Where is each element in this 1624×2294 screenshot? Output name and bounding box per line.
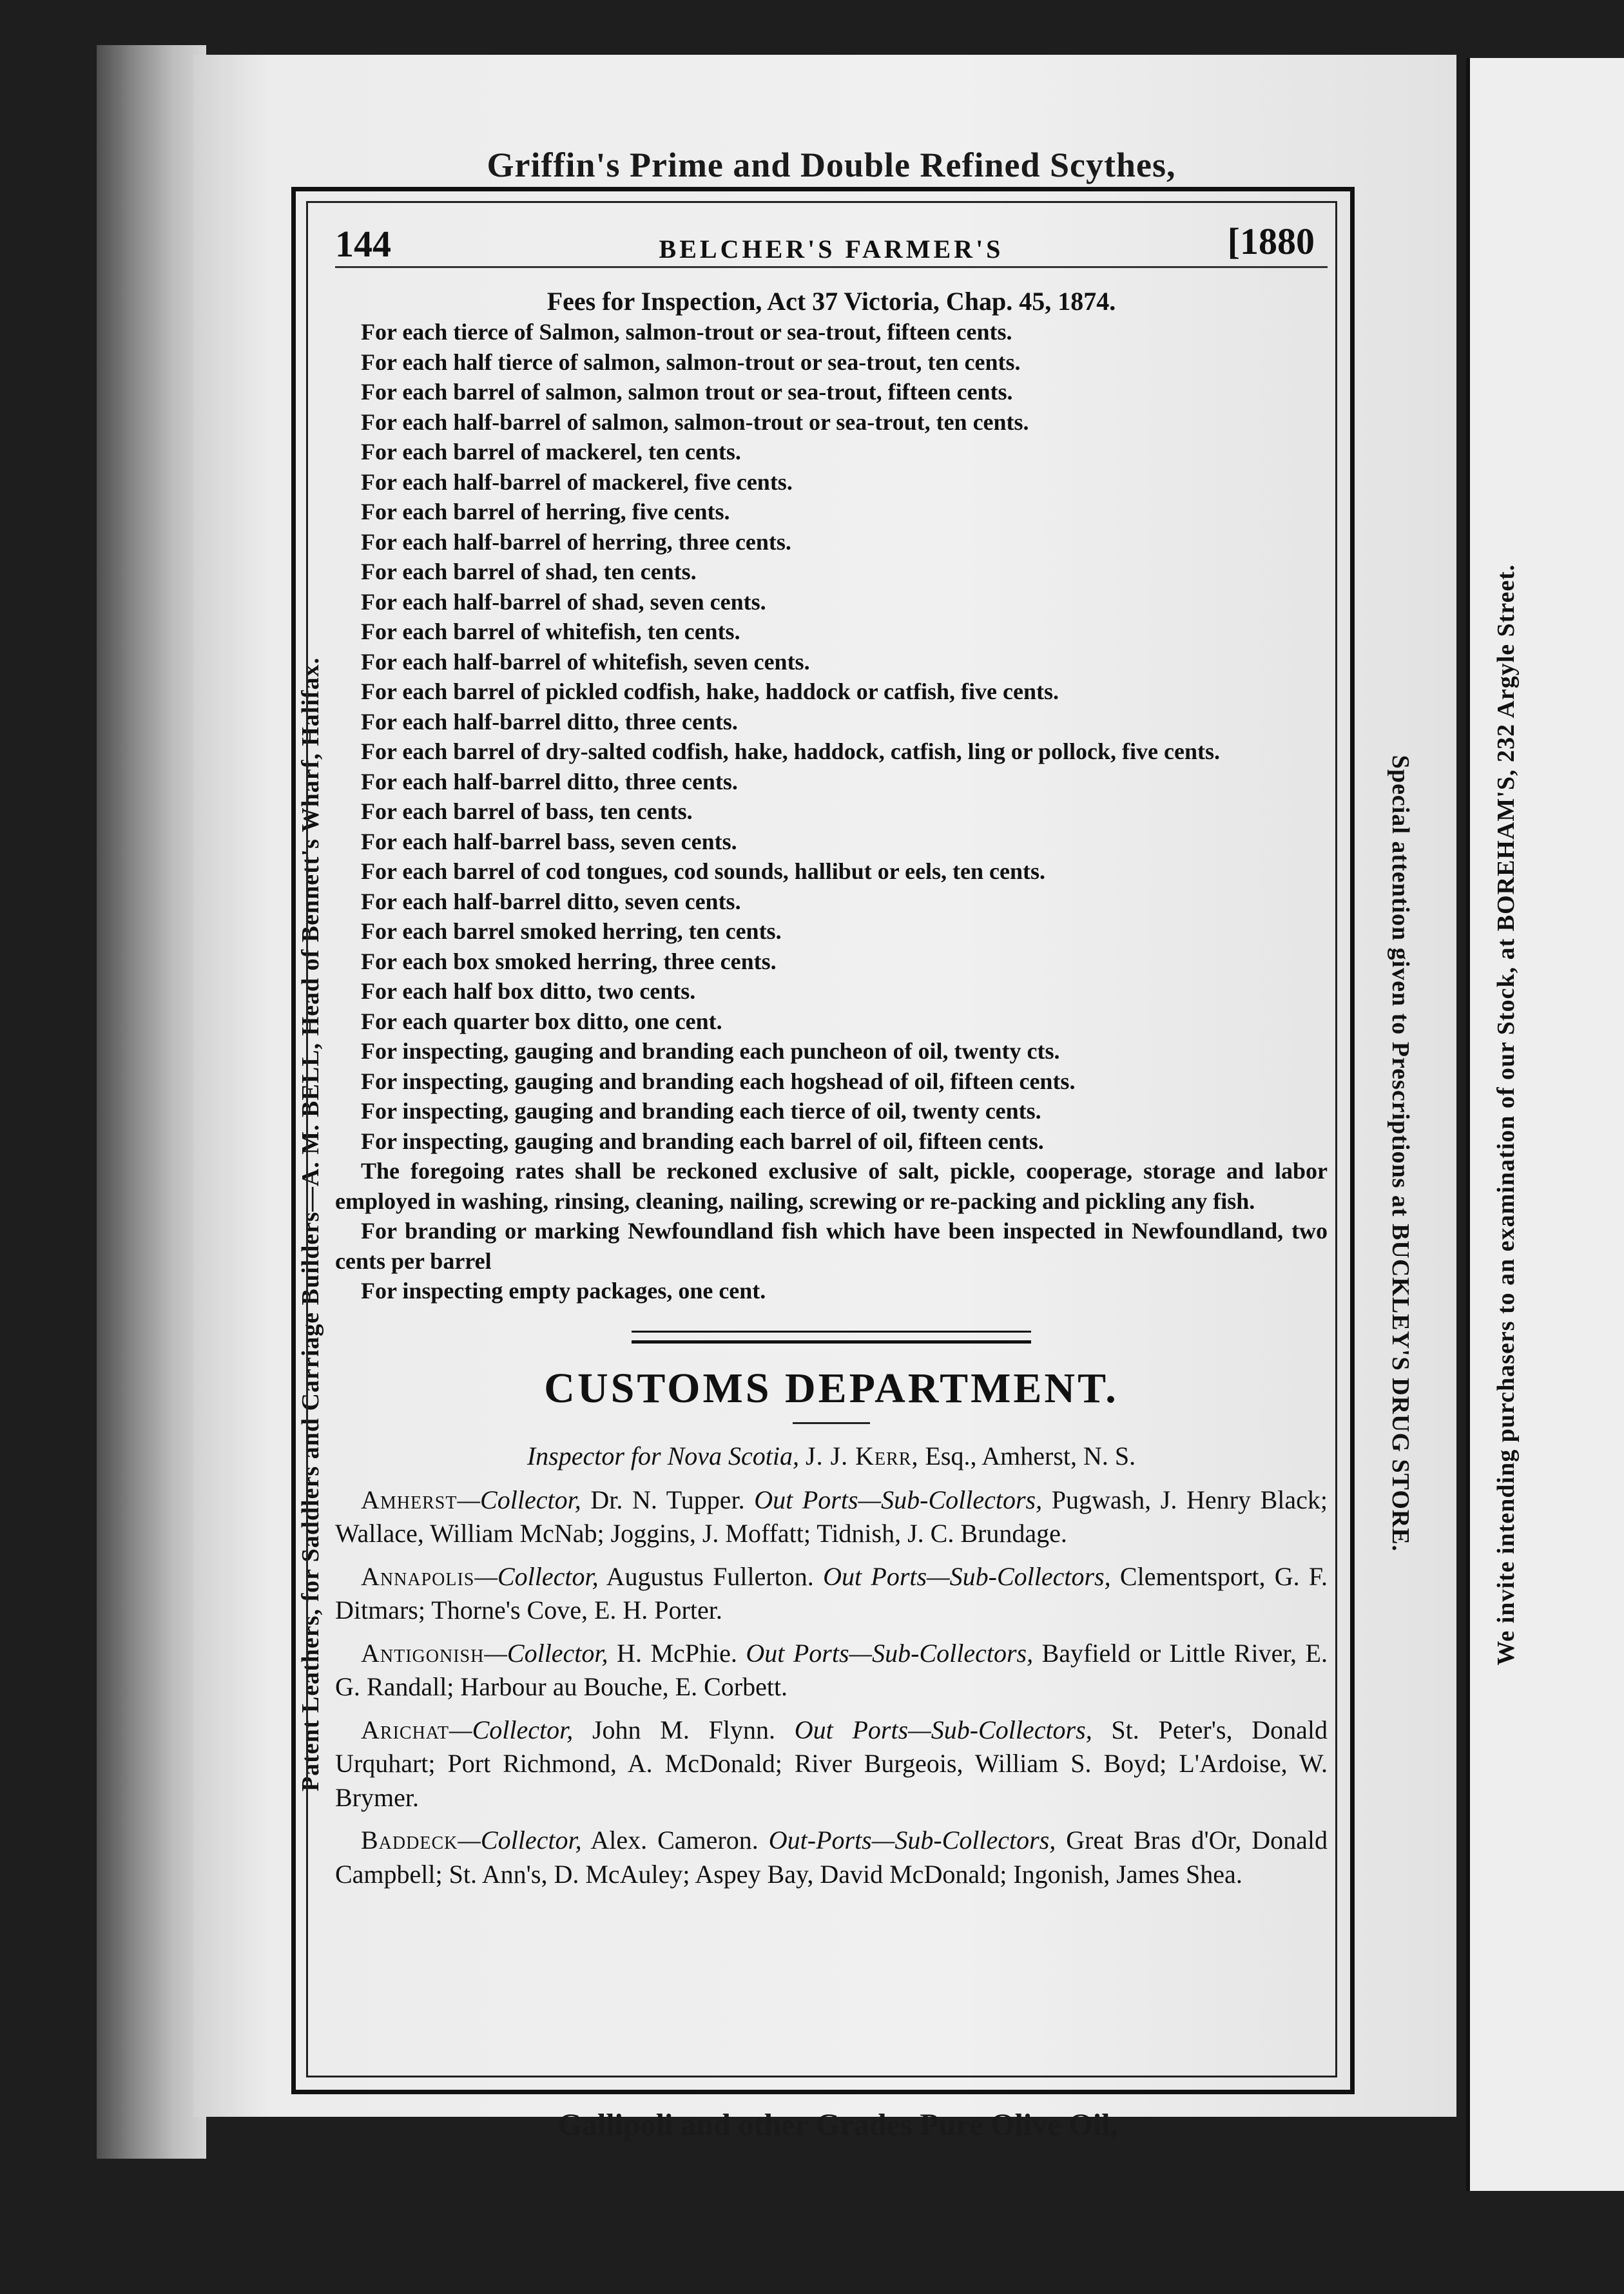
page-number: 144 (335, 223, 391, 265)
fee-line: For each barrel of salmon, salmon trout or sea-trout, fifteen cents. (361, 379, 1013, 405)
collector-name: H. McPhie. (608, 1638, 746, 1668)
fee-line: For each half-barrel of whitefish, seven cents. (361, 648, 810, 675)
fee-line: For inspecting, gauging and branding each hogshead of oil, fifteen cents. (361, 1068, 1076, 1094)
collector-name: John M. Flynn. (573, 1715, 795, 1744)
collector-name: Augustus Fullerton. (598, 1561, 824, 1591)
fee-line: For inspecting, gauging and branding each barrel of oil, fifteen cents. (361, 1128, 1044, 1154)
fee-line: For inspecting empty packages, one cent. (361, 1278, 766, 1304)
port-name: Baddeck (361, 1826, 458, 1855)
page-year: [1880 (1227, 220, 1315, 262)
fee-line: For each barrel of herring, five cents. (361, 499, 730, 525)
sub-collectors: Bayfield or Little River, E. G. Randall; Harbour au Bouche, E. Corbett. (335, 1638, 1328, 1701)
section-divider-rule (632, 1331, 1031, 1344)
inspector-line (335, 1438, 1328, 1474)
fee-line: For each half-barrel ditto, three cents. (361, 768, 738, 795)
port-name: Antigonish (361, 1638, 485, 1668)
collector-label: —Collector, (458, 1826, 582, 1855)
sub-collectors: Clementsport, G. F. Ditmars; Thorne's Cove, E. H. Porter. (335, 1561, 1328, 1624)
fee-line: For each box smoked herring, three cents. (361, 948, 777, 974)
fee-line: For inspecting, gauging and branding each puncheon of oil, twenty cts. (361, 1038, 1060, 1064)
customs-section-title: CUSTOMS DEPARTMENT. (544, 1364, 1119, 1412)
collector-name: Alex. Cameron. (581, 1826, 769, 1855)
fee-line: For each half-barrel of herring, three cents. (361, 528, 791, 555)
fee-line: For each half-barrel of salmon, salmon-trout or sea-trout, ten cents. (361, 409, 1029, 435)
out-ports-label: Out Ports—Sub-Collectors, (794, 1715, 1092, 1744)
port-entry-antigonish (335, 1637, 1328, 1704)
fee-line: For each half tierce of salmon, salmon-trout or sea-trout, ten cents. (361, 349, 1021, 375)
collector-name: Dr. N. Tupper. (581, 1485, 755, 1514)
fee-line: For each quarter box ditto, one cent. (361, 1008, 722, 1034)
fee-line: For each half-barrel of mackerel, five cents. (361, 468, 793, 495)
fee-line: For each barrel of shad, ten cents. (361, 559, 697, 584)
top-advert-banner: Griffin's Prime and Double Refined Scythes, (487, 146, 1176, 184)
collector-label: —Collector, (484, 1638, 608, 1668)
out-ports-label: Out Ports—Sub-Collectors, (746, 1638, 1034, 1668)
fee-line: For each barrel of mackerel, ten cents. (361, 439, 741, 465)
fee-line: For each barrel of bass, ten cents. (361, 798, 693, 824)
page-header (335, 216, 1328, 268)
port-name: Annapolis (361, 1561, 475, 1591)
fee-line: For each barrel of cod tongues, cod sounds, hallibut or eels, ten cents. (361, 858, 1046, 884)
out-ports-label: Out-Ports—Sub-Collectors, (768, 1826, 1056, 1855)
fee-line: For branding or marking Newfoundland fish which have been inspected in Newfoundland, two cents per barrel (335, 1218, 1328, 1274)
inspector-prefix: Inspector for Nova Scotia, (527, 1441, 799, 1470)
fee-line: For each half box ditto, two cents. (361, 978, 696, 1004)
right-side-advert: Special attention given to Prescriptions at BUCKLEY'S DRUG STORE. (1387, 755, 1414, 1552)
fee-line: For each half-barrel of shad, seven cents. (361, 588, 766, 615)
fee-line: For each half-barrel ditto, three cents. (361, 708, 738, 735)
left-side-advert: Patent Leathers, for Saddlers and Carriage Builders—A. M. BELL, Head of Bennett's Wharf, Halifax. (297, 657, 324, 1792)
fee-line: For each half-barrel ditto, seven cents. (361, 888, 741, 914)
fee-line: For each tierce of Salmon, salmon-trout or sea-trout, fifteen cents. (361, 319, 1012, 345)
collector-label: —Collector, (474, 1561, 599, 1591)
book-binding-edge (97, 45, 206, 2159)
fee-line: For each barrel of pickled codfish, hake, haddock or catfish, five cents. (361, 679, 1059, 704)
inspector-name: J. J. Kerr, (806, 1441, 919, 1470)
fee-line: The foregoing rates shall be reckoned exclusive of salt, pickle, cooperage, storage and labor employed in washing, rinsing, cleaning, nailing, screwing or re-packing and pickling any fish. (335, 1158, 1328, 1214)
out-ports-label: Out Ports—Sub-Collectors, (823, 1561, 1111, 1591)
port-entry-arichat (335, 1713, 1328, 1815)
bottom-advert-banner: Gallipoli and other Grades Pure Olive Oil, (557, 2108, 1118, 2142)
fee-line: For each barrel of whitefish, ten cents. (361, 619, 740, 644)
sub-collectors: St. Peter's, Donald Urquhart; Port Richmond, A. McDonald; River Burgeois, William S. Boyd; L'Ardoise, W. Brymer. (335, 1715, 1328, 1812)
port-name: Amherst (361, 1485, 458, 1514)
fee-line: For each half-barrel bass, seven cents. (361, 828, 737, 854)
port-name: Arichat (361, 1715, 450, 1744)
fee-line: For each barrel of dry-salted codfish, hake, haddock, catfish, ling or pollock, five cents. (361, 738, 1221, 764)
fee-line: For each barrel smoked herring, ten cents. (361, 918, 782, 944)
title-underline (793, 1422, 870, 1424)
collector-label: —Collector, (449, 1715, 574, 1744)
inspector-suffix: Esq., Amherst, N. S. (918, 1441, 1136, 1470)
port-entry-annapolis (335, 1560, 1328, 1628)
far-right-side-advert: We invite intending purchasers to an examination of our Stock, at BOREHAM'S, 232 Argyle Street. (1493, 564, 1520, 1666)
out-ports-label: Out Ports—Sub-Collectors, (754, 1485, 1043, 1514)
adjacent-page-edge (1466, 58, 1624, 2191)
fees-list (335, 317, 1328, 1306)
fee-line: For inspecting, gauging and branding each tierce of oil, twenty cents. (361, 1098, 1041, 1124)
page-running-title: BELCHER'S FARMER'S (659, 235, 1004, 264)
fees-section-title: Fees for Inspection, Act 37 Victoria, Chap. 45, 1874. (546, 287, 1116, 316)
port-entry-baddeck (335, 1824, 1328, 1891)
collector-label: —Collector, (457, 1485, 581, 1514)
sub-collectors: Pugwash, J. Henry Black; Wallace, William McNab; Joggins, J. Moffatt; Tidnish, J. C. Brundage. (335, 1485, 1328, 1548)
page-content (335, 216, 1328, 1900)
port-entry-amherst (335, 1483, 1328, 1551)
sub-collectors: Great Bras d'Or, Donald Campbell; St. Ann's, D. McAuley; Aspey Bay, David McDonald; Ingonish, James Shea. (335, 1826, 1328, 1889)
